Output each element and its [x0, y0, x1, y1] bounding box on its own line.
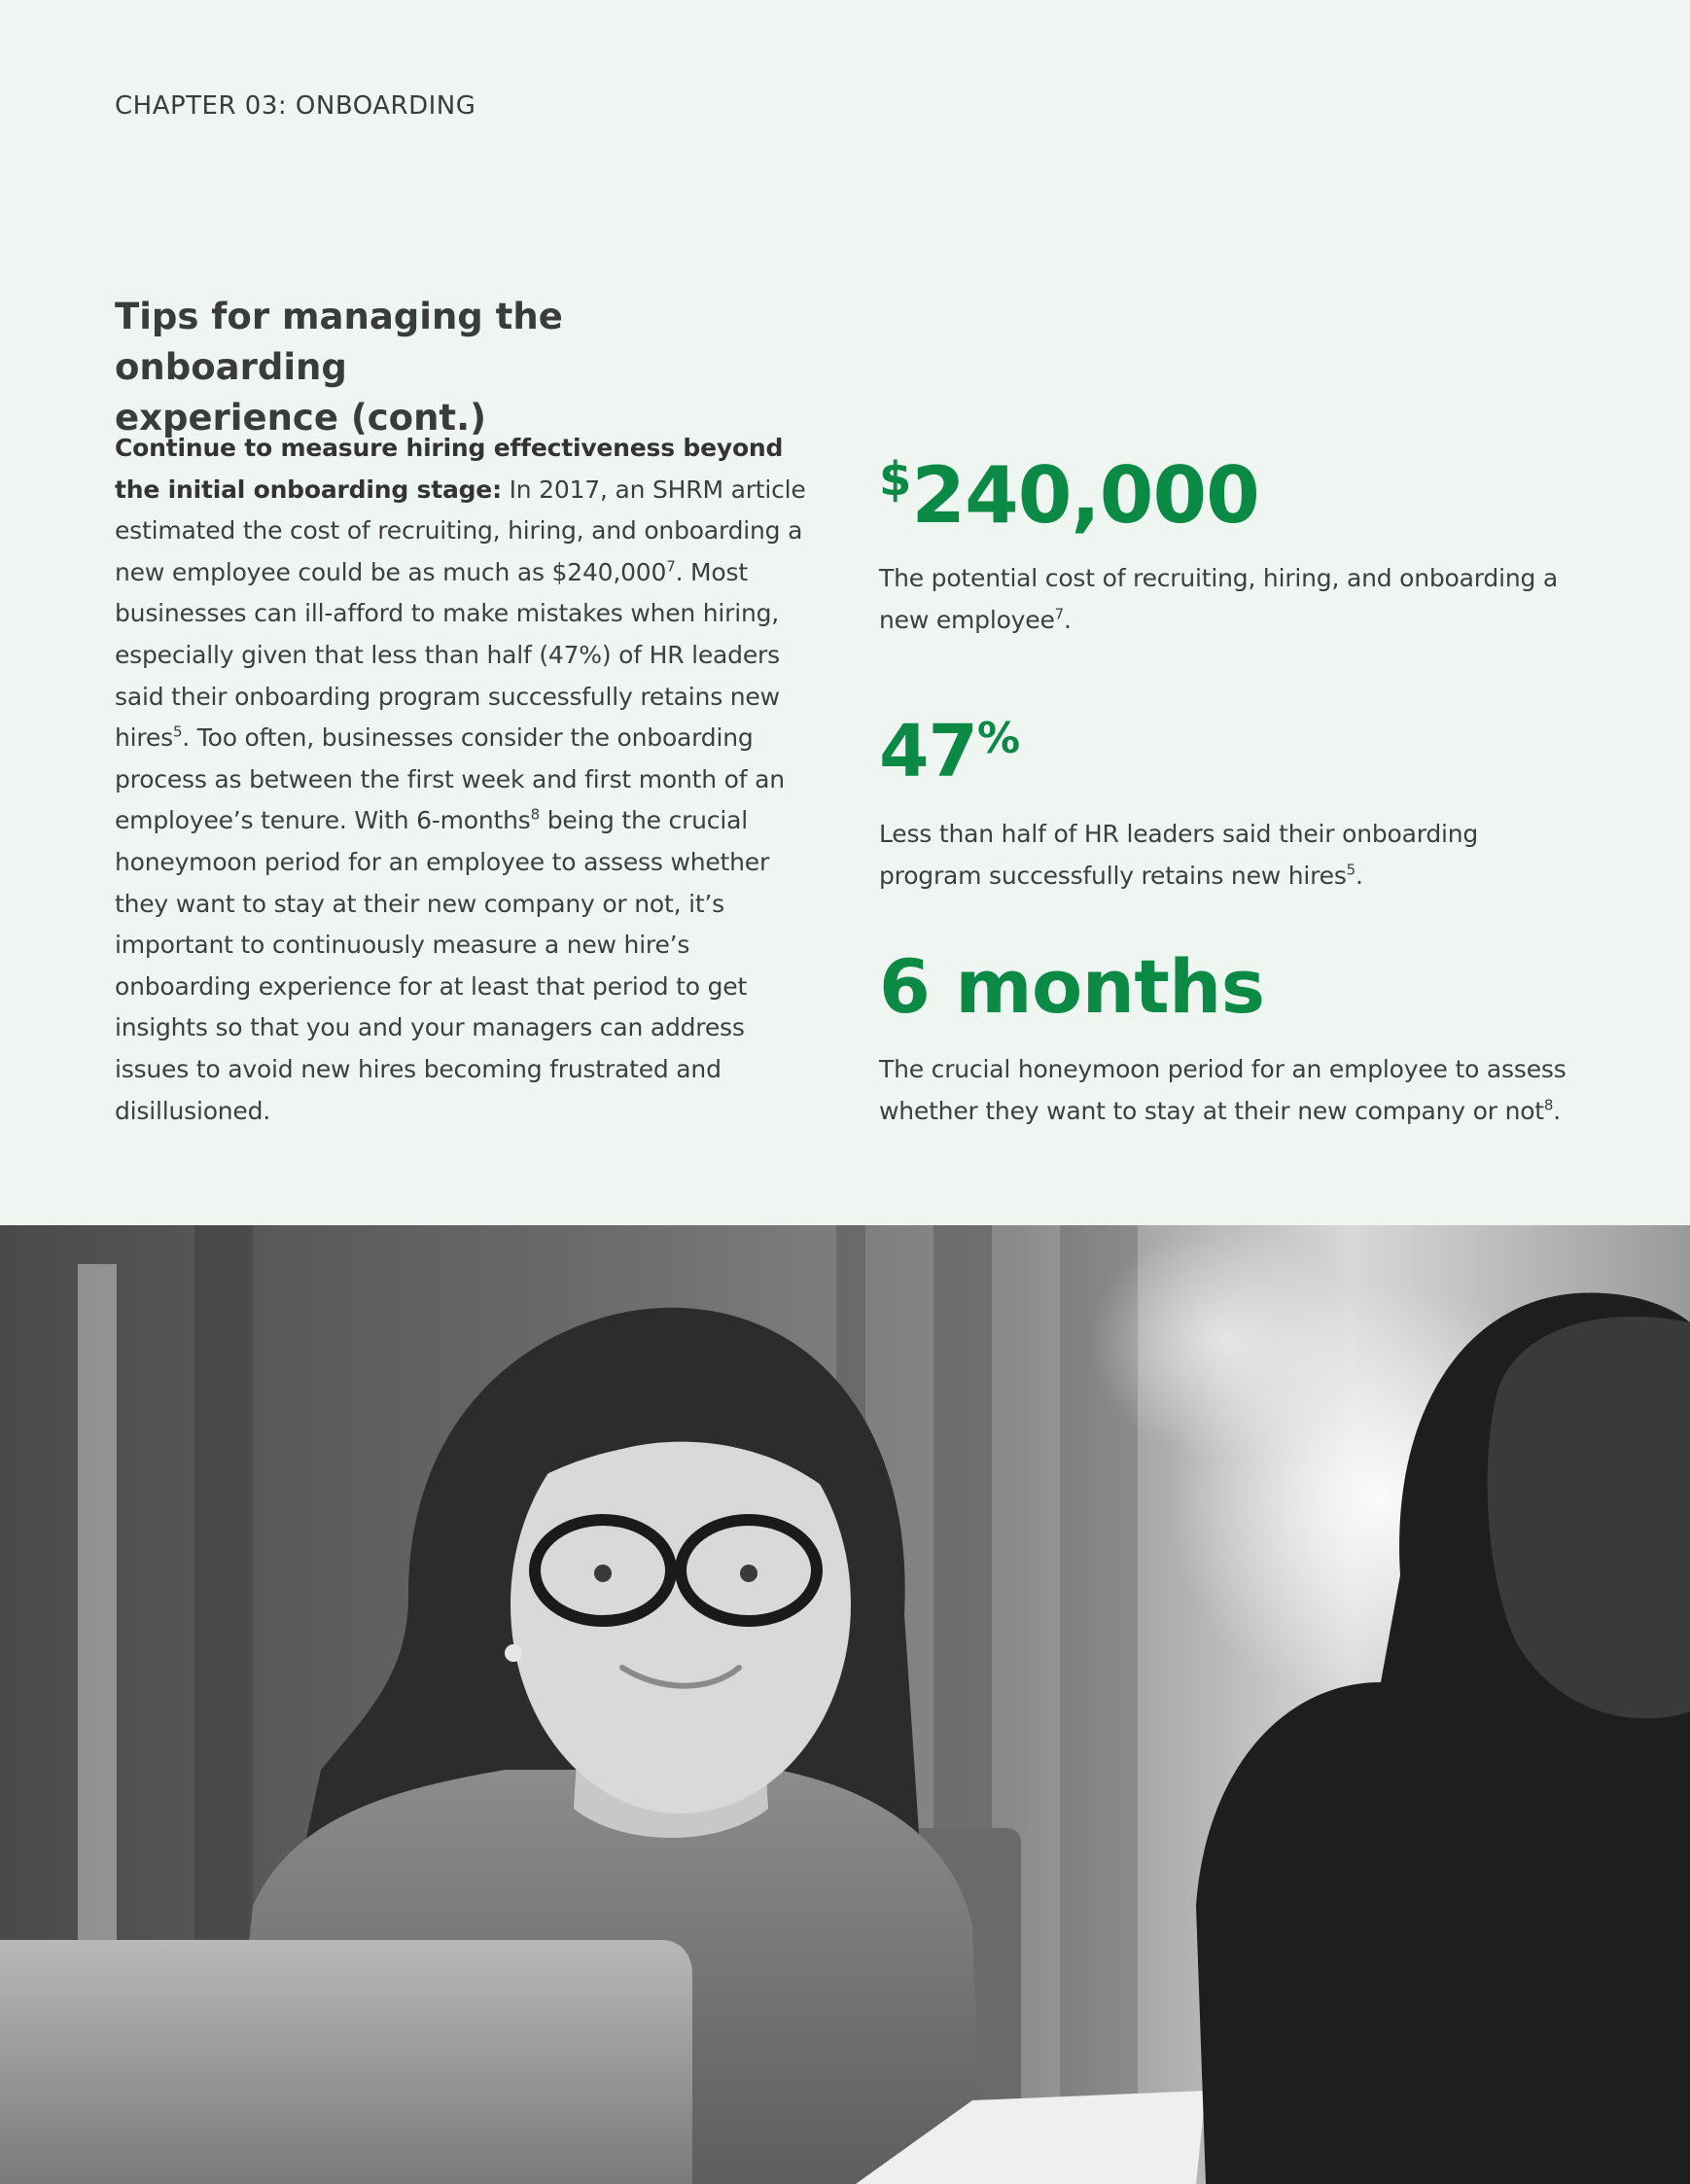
- stat-cost-desc-text: The potential cost of recruiting, hiring, and onboarding a new employee: [879, 564, 1558, 634]
- photo-illustration: [0, 1225, 1690, 2184]
- stat-retention: [879, 695, 1579, 897]
- heading-line-1: Tips for managing the onboarding: [115, 296, 563, 388]
- body-text-part-1: In 2017, an SHRM article estimated the cost of recruiting, hiring, and onboarding a new employee could be as much as $240,000: [115, 475, 806, 586]
- stat-retention-description: [879, 813, 1579, 897]
- stat-cost-number: 240,000: [911, 450, 1259, 541]
- stat-honeymoon-desc-end: .: [1553, 1097, 1562, 1125]
- body-text-part-4: being the crucial honeymoon period for an employee to assess whether they want to stay at their new company or not, it’s important to continuously measure a new hire’s onboarding experience for at least that period to get insights so that you and your managers can address issues to avoid new hires becoming frustrated and disillusioned.: [115, 806, 770, 1125]
- stat-honeymoon-desc-text: The crucial honeymoon period for an employee to assess whether they want to stay at their new company or not: [879, 1055, 1567, 1125]
- footnote-5: 5: [172, 722, 183, 741]
- chapter-label: CHAPTER 03: ONBOARDING: [115, 91, 476, 121]
- stat-retention-desc-end: .: [1356, 862, 1363, 890]
- stat-honeymoon-footnote: 8: [1543, 1096, 1554, 1114]
- stat-honeymoon-description: [879, 1048, 1579, 1132]
- hero-photo: [0, 1225, 1690, 2184]
- stat-retention-desc-text: Less than half of HR leaders said their onboarding program successfully retains new hires: [879, 820, 1479, 890]
- stat-cost-description: [879, 557, 1579, 641]
- stat-cost-prefix: $: [879, 452, 912, 507]
- stat-retention-value: [879, 695, 1579, 795]
- body-text-part-3: . Too often, businesses consider the onboarding process as between the first week and first month of an employee’s tenure. With 6-months: [115, 723, 785, 835]
- stat-retention-suffix: %: [976, 714, 1021, 763]
- stat-cost-footnote: 7: [1054, 605, 1064, 623]
- heading-line-2: experience (cont.): [115, 397, 487, 439]
- stat-honeymoon-value: 6 months: [879, 943, 1265, 1030]
- stat-cost: [879, 436, 1579, 641]
- body-paragraph: [115, 428, 815, 1132]
- lead-bold-text: Continue to measure hiring effectiveness beyond the initial onboarding stage:: [115, 434, 784, 504]
- stat-cost-desc-end: .: [1063, 606, 1072, 634]
- stat-cost-value: [879, 436, 1579, 540]
- stat-retention-number: 47: [879, 710, 977, 793]
- footnote-8: 8: [530, 805, 540, 824]
- body-text-part-2: . Most businesses can ill-afford to make mistakes when hiring, especially given that less than half (47%) of HR leaders said their onboarding program successfully retains new hires: [115, 557, 780, 753]
- stat-honeymoon: [879, 943, 1579, 1132]
- footnote-7: 7: [666, 557, 676, 576]
- section-heading: [115, 292, 795, 443]
- stat-retention-footnote: 5: [1346, 861, 1356, 879]
